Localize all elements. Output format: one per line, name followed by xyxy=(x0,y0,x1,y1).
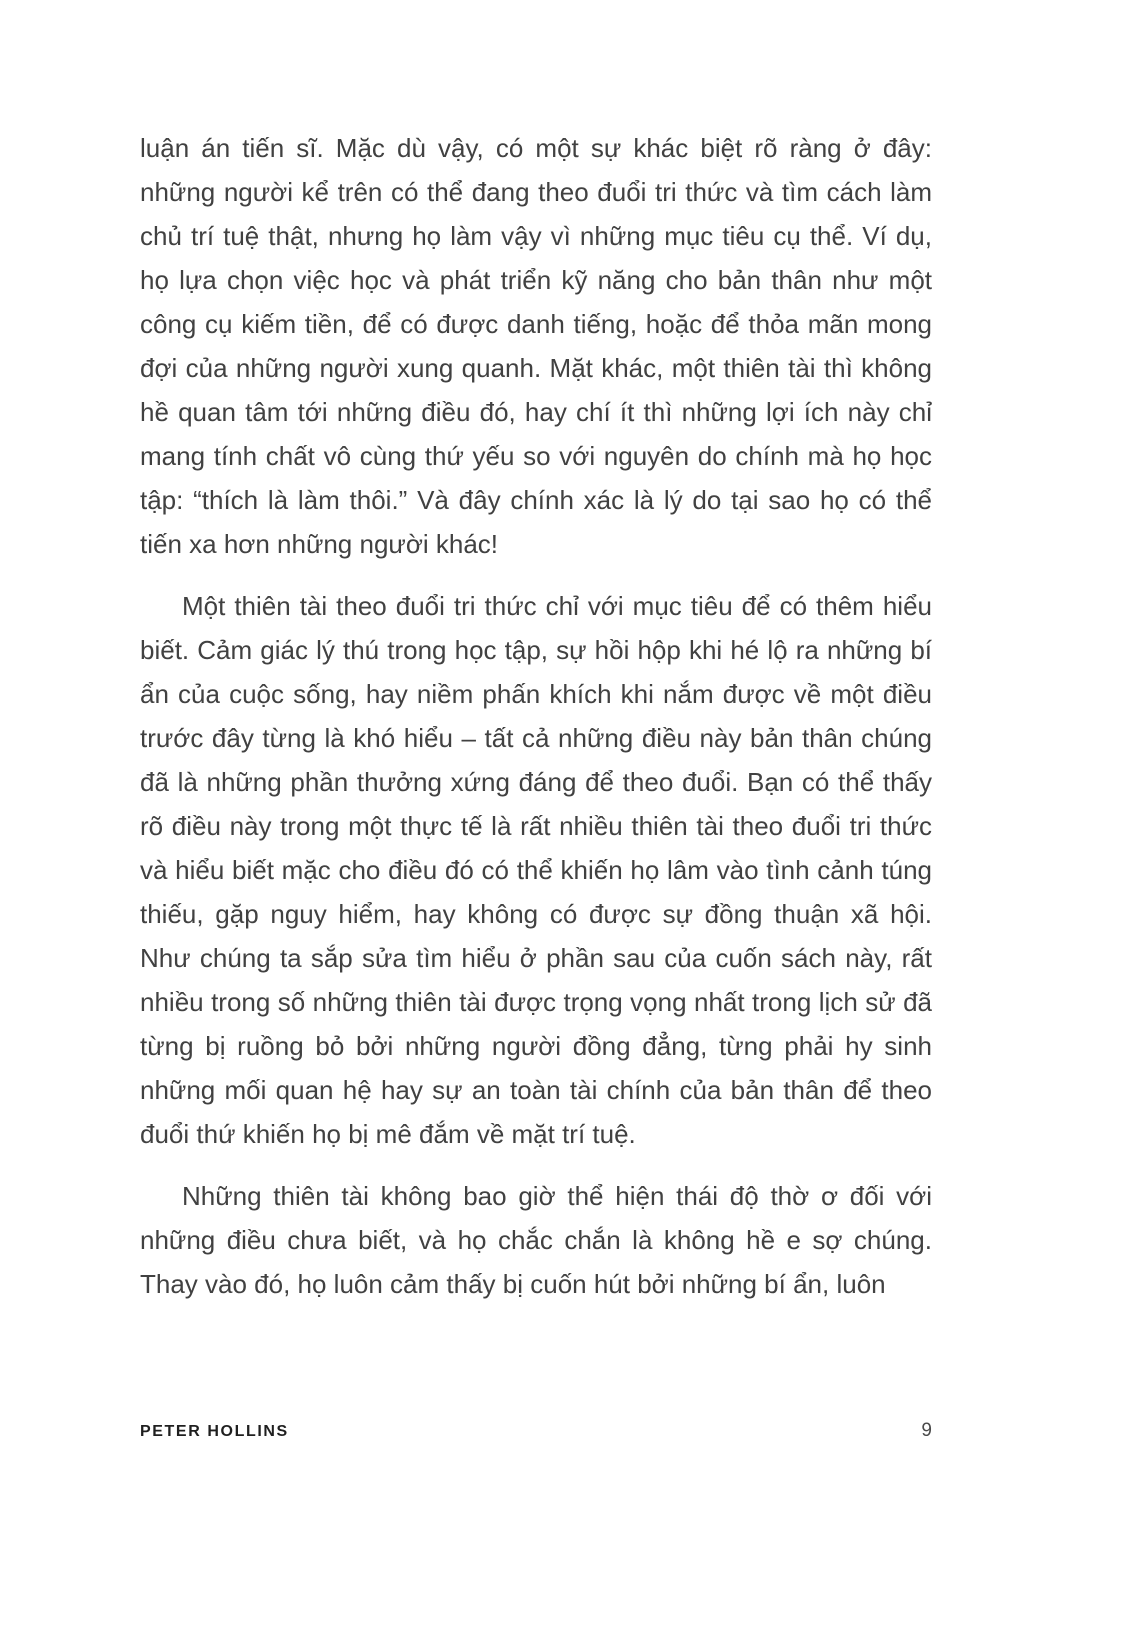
paragraph: Một thiên tài theo đuổi tri thức chỉ với mục tiêu để có thêm hiểu biết. Cảm giác lý thú trong học tập, sự hồi hộp khi hé lộ ra những bí ẩn của cuộc sống, hay niềm phấn khích khi nắm được về một điều trước đây từng là khó hiểu – tất cả những điều này bản thân chúng đã là những phần thưởng xứng đáng để theo đuổi. Bạn có thể thấy rõ điều này trong một thực tế là rất nhiều thiên tài theo đuổi tri thức và hiểu biết mặc cho điều đó có thể khiến họ lâm vào tình cảnh túng thiếu, gặp nguy hiểm, hay không có được sự đồng thuận xã hội. Như chúng ta sắp sửa tìm hiểu ở phần sau của cuốn sách này, rất nhiều trong số những thiên tài được trọng vọng nhất trong lịch sử đã từng bị ruồng bỏ bởi những người đồng đẳng, từng phải hy sinh những mối quan hệ hay sự an toàn tài chính của bản thân để theo đuổi thứ khiến họ bị mê đắm về mặt trí tuệ. xyxy=(140,591,932,1149)
paragraph: luận án tiến sĩ. Mặc dù vậy, có một sự khác biệt rõ ràng ở đây: những người kể trên có thể đang theo đuổi tri thức và tìm cách làm chủ trí tuệ thật, nhưng họ làm vậy vì những mục tiêu cụ thể. Ví dụ, họ lựa chọn việc học và phát triển kỹ năng cho bản thân như một công cụ kiếm tiền, để có được danh tiếng, hoặc để thỏa mãn mong đợi của những người xung quanh. Mặt khác, một thiên tài thì không hề quan tâm tới những điều đó, hay chí ít thì những lợi ích này chỉ mang tính chất vô cùng thứ yếu so với nguyên do chính mà họ học tập: “thích là làm thôi.” Và đây chính xác là lý do tại sao họ có thể tiến xa hơn những người khác! xyxy=(140,133,932,559)
page-footer xyxy=(140,1420,932,1442)
paragraph: Những thiên tài không bao giờ thể hiện thái độ thờ ơ đối với những điều chưa biết, và họ chắc chắn là không hề e sợ chúng. Thay vào đó, họ luôn cảm thấy bị cuốn hút bởi những bí ẩn, luôn xyxy=(140,1181,932,1299)
page-content xyxy=(140,126,932,1324)
page-number: 9 xyxy=(921,1420,932,1441)
author-name: PETER HOLLINS xyxy=(140,1423,289,1440)
